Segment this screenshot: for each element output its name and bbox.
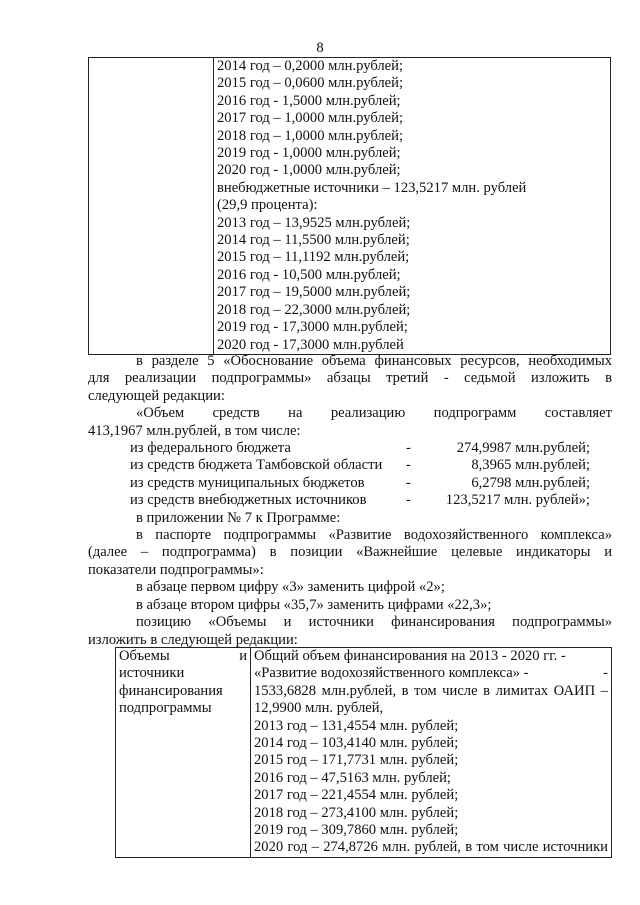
source-dash: - xyxy=(406,440,411,457)
source-dash: - xyxy=(406,474,411,491)
funding-passport-table xyxy=(115,647,612,858)
paragraph: позицию «Объемы и источники финансирования подпрограммы» xyxy=(136,614,612,631)
body-text xyxy=(88,353,612,649)
paragraph: в разделе 5 «Обоснование объема финансовых ресурсов, необходимых xyxy=(136,353,612,369)
table2-line: 2020 год – 274,8726 млн. рублей, в том числе источники xyxy=(254,839,608,856)
table1-line: 2014 год – 11,5500 млн.рублей; xyxy=(217,232,410,249)
paragraph: 413,1967 млн.рублей, в том числе: xyxy=(88,422,301,439)
table2-line: Общий объем финансирования на 2013 - 2020 гг. - xyxy=(254,648,566,664)
table2-line: 2013 год – 131,4554 млн. рублей; xyxy=(254,717,459,734)
table1-line: 2018 год – 1,0000 млн.рублей; xyxy=(217,127,404,144)
source-dash: - xyxy=(406,457,411,474)
paragraph: «Объем средств на реализацию подпрограмм составляет xyxy=(136,405,612,422)
table2-line: 1533,6828 млн.рублей, в том числе в лимитах ОАИП – xyxy=(254,682,608,699)
source-value: 6,2798 млн.рублей; xyxy=(471,474,590,491)
table1-line: 2015 год – 11,1192 млн.рублей; xyxy=(217,249,410,266)
table1-line: 2013 год – 13,9525 млн.рублей; xyxy=(217,214,411,231)
paragraph: в абзаце первом цифру «3» заменить цифрой «2»; xyxy=(136,579,445,596)
table2-line: 2014 год – 103,4140 млн. рублей; xyxy=(254,735,459,752)
paragraph: в приложении № 7 к Программе: xyxy=(136,509,341,526)
table2-content-cell xyxy=(251,648,612,858)
table2-line: 2016 год – 47,5163 млн. рублей; xyxy=(254,769,451,786)
table2-line: 2017 год – 221,4554 млн. рублей; xyxy=(254,787,459,804)
table2-line: 2019 год – 309,7860 млн. рублей; xyxy=(254,822,459,839)
page-number: 8 xyxy=(316,40,324,56)
table1-line: 2014 год – 0,2000 млн.рублей; xyxy=(217,58,404,74)
paragraph: для реализации подпрограммы» абзацы третий - седьмой изложить в xyxy=(88,370,612,387)
table2-trailing-dash: - xyxy=(603,665,608,682)
table1-content-cell xyxy=(214,58,611,355)
table2-label-cell xyxy=(116,648,251,858)
table1-line: 2015 год – 0,0600 млн.рублей; xyxy=(217,75,404,92)
table2-line: 2018 год – 273,4100 млн. рублей; xyxy=(254,804,459,821)
table2-line: 2015 год – 171,7731 млн. рублей; xyxy=(254,752,459,769)
table1-line: внебюджетные источники – 123,5217 млн. рублей xyxy=(217,179,527,196)
source-value: 274,9987 млн.рублей; xyxy=(456,440,590,457)
source-value: 123,5217 млн. рублей»; xyxy=(445,492,590,509)
table1-line: 2020 год - 17,3000 млн.рублей xyxy=(217,336,404,353)
paragraph: в паспорте подпрограммы «Развитие водохозяйственного комплекса» xyxy=(136,527,612,544)
table2-label-line: подпрограммы xyxy=(119,700,212,717)
source-name: из средств бюджета Тамбовской области xyxy=(130,457,383,474)
table2-label-line: Объемы и xyxy=(119,648,247,664)
source-name: из средств внебюджетных источников xyxy=(130,492,367,509)
table1-line: 2020 год - 1,0000 млн.рублей; xyxy=(217,162,401,179)
table2-label-line: источники xyxy=(119,665,185,682)
source-row xyxy=(88,440,612,457)
paragraph: следующей редакции: xyxy=(88,387,225,404)
source-row xyxy=(88,475,612,492)
table2-line-row xyxy=(254,665,608,682)
paragraph: показатели подпрограммы»: xyxy=(88,561,264,578)
table1-line: 2018 год – 22,3000 млн.рублей; xyxy=(217,301,411,318)
funding-table-continued xyxy=(88,57,611,355)
paragraph: (далее – подпрограмма) в позиции «Важнейшие целевые индикаторы и xyxy=(88,544,612,561)
table1-line: 2017 год – 1,0000 млн.рублей; xyxy=(217,110,404,127)
table2-line: «Развитие водохозяйственного комплекса» - xyxy=(254,665,529,682)
paragraph: в абзаце втором цифры «35,7» заменить цифрами «22,3»; xyxy=(136,596,492,613)
table1-line: 2017 год – 19,5000 млн.рублей; xyxy=(217,284,411,301)
table1-line: 2016 год - 10,500 млн.рублей; xyxy=(217,266,401,283)
table1-line: 2016 год - 1,5000 млн.рублей; xyxy=(217,92,401,109)
source-row xyxy=(88,457,612,474)
source-value: 8,3965 млн.рублей; xyxy=(471,457,590,474)
paragraph: изложить в следующей редакции: xyxy=(88,631,298,648)
source-dash: - xyxy=(406,492,411,509)
table1-label-cell xyxy=(89,58,214,355)
source-row xyxy=(88,492,612,509)
table1-line: 2019 год - 17,3000 млн.рублей; xyxy=(217,319,408,336)
table1-line: 2019 год - 1,0000 млн.рублей; xyxy=(217,145,401,162)
table1-line: (29,9 процента): xyxy=(217,197,318,214)
table2-label-line: финансирования xyxy=(119,682,223,699)
source-name: из федерального бюджета xyxy=(130,440,291,457)
source-name: из средств муниципальных бюджетов xyxy=(130,474,365,491)
table2-line: 12,9900 млн. рублей, xyxy=(254,700,384,717)
